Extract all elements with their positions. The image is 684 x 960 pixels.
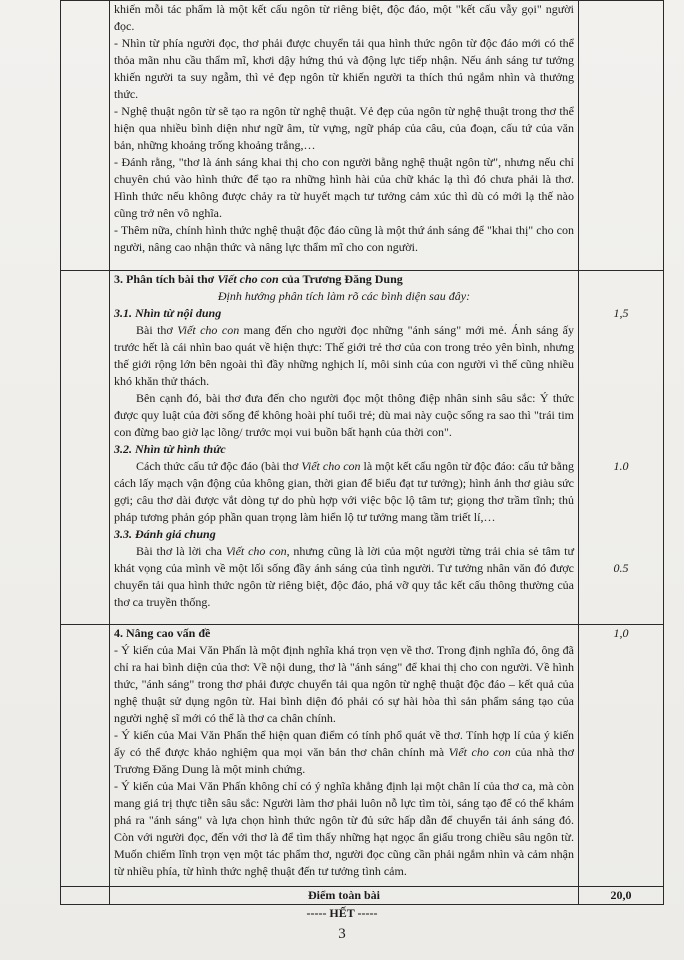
index-cell bbox=[61, 625, 110, 887]
paragraph: Bài thơ là lời cha Viết cho con, nhưng cũng là lời của một người từng trải chia sẻ tâm tư khát vọng của mình về một lối sống đầy ánh sáng của tình người. Tư tưởng nhân văn đó được chuyển tải qua hình thức ngôn từ riêng biệt, độc đáo, phá vỡ quy tắc kết cấu thông thường của thơ ca truyền thống. bbox=[114, 544, 575, 609]
table-row bbox=[61, 1, 664, 271]
paragraph: - Thêm nữa, chính hình thức nghệ thuật độc đáo cũng là một thứ ánh sáng để "khai thị" cho con người, nâng cao nhận thức và nâng lực thẩm mĩ cho con người. bbox=[114, 223, 574, 254]
paragraph: Bài thơ Viết cho con mang đến cho người đọc những "ánh sáng" mới mẻ. Ánh sáng ấy trước hết là cái nhìn bao quát về hiện thực: Thế giới trẻ thơ của con trong trẻo yên bình, nhưng thế giới rộng lớn bên ngoài thì đầy những nghịch lí, môi sinh của con người vì thế cũng nhiều khó khăn thử thách. bbox=[114, 323, 575, 388]
score-cell bbox=[579, 625, 664, 887]
subsection-heading: 3.3. Đánh giá chung bbox=[114, 527, 216, 541]
score-cell bbox=[579, 271, 664, 625]
table-row bbox=[61, 625, 664, 887]
section-subtitle: Định hướng phân tích làm rõ các bình diện sau đây: bbox=[217, 289, 471, 303]
index-cell bbox=[61, 271, 110, 625]
score-value: 1,0 bbox=[613, 626, 629, 640]
score-value: 1.0 bbox=[613, 459, 629, 473]
section-heading: 4. Nâng cao vấn đề bbox=[114, 626, 211, 640]
paragraph: Bên cạnh đó, bài thơ đưa đến cho người đọc một thông điệp nhân sinh sâu sắc: Ý thức được quy luật của đời sống để không hoài phí tuổi trẻ; dù mai này cuộc sống ra sao thì "trái tim con đừng bao giờ lạc lõng/ trước mọi vui buồn bất hạnh của thời con". bbox=[114, 391, 574, 439]
total-score: 20,0 bbox=[579, 887, 664, 905]
table-row bbox=[61, 271, 664, 625]
table-row bbox=[61, 887, 664, 905]
subsection-heading: 3.2. Nhìn từ hình thức bbox=[114, 442, 226, 456]
paragraph: khiến mỗi tác phẩm là một kết cấu ngôn từ riêng biệt, độc đáo, một "kết cấu vẫy gọi" người đọc. bbox=[114, 2, 574, 33]
paragraph: Cách thức cấu tứ độc đáo (bài thơ Viết cho con là một kết cấu ngôn từ độc đáo: cấu tứ bằng cách lấy mạch vận động của không gian, thời gian để biểu đạt tư tưởng); hình ảnh thơ giàu sức gợi; câu thơ dài được vắt dòng tự do phù hợp với việc bộc lộ tâm tư; giọng thơ trầm tĩnh; thủ pháp tương phản góp phần quan trọng làm hiển lộ tư tưởng mang tầm triết lí,… bbox=[114, 459, 574, 524]
content-cell bbox=[110, 625, 579, 887]
total-label: Điểm toàn bài bbox=[110, 887, 579, 905]
score-value: 1,5 bbox=[613, 306, 629, 320]
section-heading: 3. Phân tích bài thơ Viết cho con của Trương Đăng Dung bbox=[114, 272, 403, 286]
score-value: 0.5 bbox=[613, 561, 629, 575]
end-mark: ----- HẾT ----- bbox=[306, 906, 378, 920]
content-cell bbox=[110, 1, 579, 271]
score-cell bbox=[579, 1, 664, 271]
paragraph: - Nghệ thuật ngôn từ sẽ tạo ra ngôn từ nghệ thuật. Vẻ đẹp của ngôn từ nghệ thuật trong thơ thể hiện qua nhiều bình diện như ngữ âm, từ vựng, ngữ pháp của câu, của đoạn, cấu tứ của văn bản, những khoảng trống khoảng trắng,… bbox=[114, 104, 574, 152]
content-cell bbox=[110, 271, 579, 625]
index-cell bbox=[61, 887, 110, 905]
paragraph: - Nhìn từ phía người đọc, thơ phải được chuyển tải qua hình thức ngôn từ độc đáo mới có thể thỏa mãn nhu cầu thẩm mĩ, khơi dậy hứng thú và động lực tiếp nhận. Nếu ánh sáng tư tưởng khiến người ta suy ngẫm, thì vẻ đẹp ngôn từ khiến người ta thích thú ngắm nhìn và thưởng thức. bbox=[114, 36, 574, 101]
paragraph: - Ý kiến của Mai Văn Phấn không chỉ có ý nghĩa khẳng định lại một chân lí của thơ ca, mà còn mang giá trị thực tiễn sâu sắc: Người làm thơ phải luôn nỗ lực tìm tòi, sáng tạo để có thể khám phá ra "ánh sáng" và lựa chọn hình thức ngôn từ đủ sức hấp dẫn để chuyển tải ánh sáng đó. Còn với người đọc, đến với thơ là để tìm thấy những hạt ngọc ẩn giấu trong chiều sâu ngôn từ. Muốn chiếm lĩnh trọn vẹn một tác phẩm thơ, người đọc cũng cần phải ngắm nhìn và cảm nhận từ nhiều phía, từ hình thức nghệ thuật đến tư tưởng tình cảm. bbox=[114, 779, 574, 878]
paragraph: - Ý kiến của Mai Văn Phấn thể hiện quan điểm có tính phổ quát về thơ. Tính hợp lí của ý kiến ấy có thể được khảo nghiệm qua mọi văn bản thơ chân chính mà Viết cho con của nhà thơ Trương Đăng Dung là một minh chứng. bbox=[114, 728, 574, 776]
subsection-heading: 3.1. Nhìn từ nội dung bbox=[114, 306, 222, 320]
page-number: 3 bbox=[338, 926, 346, 942]
paragraph: - Đánh rằng, "thơ là ánh sáng khai thị cho con người bằng nghệ thuật ngôn từ", nhưng nếu chỉ chuyên chú vào hình thức để tạo ra những hình hài của chữ khác lạ thì đó chưa phải là thơ. Hình thức nếu không được chảy ra từ huyết mạch tư tưởng cảm xúc thì dù có mới lạ thế nào cũng trở nên vô nghĩa. bbox=[114, 155, 574, 220]
scoring-table bbox=[60, 0, 664, 905]
index-cell bbox=[61, 1, 110, 271]
paragraph: - Ý kiến của Mai Văn Phấn là một định nghĩa khá trọn vẹn về thơ. Trong định nghĩa đó, ông đã chỉ ra hai bình diện của thơ: Về nội dung, thơ là "ánh sáng" để khai thị cho con người. Về hình thức, "ánh sáng" trong thơ phải được chuyển tải qua ngôn từ nghệ thuật độc đáo – kết quả của nghệ thuật sử dụng ngôn từ. Hai bình diện đó phải có sự hài hòa thì sản phẩm sáng tạo của người nghệ sĩ mới có thể là thơ ca chân chính. bbox=[114, 643, 574, 725]
